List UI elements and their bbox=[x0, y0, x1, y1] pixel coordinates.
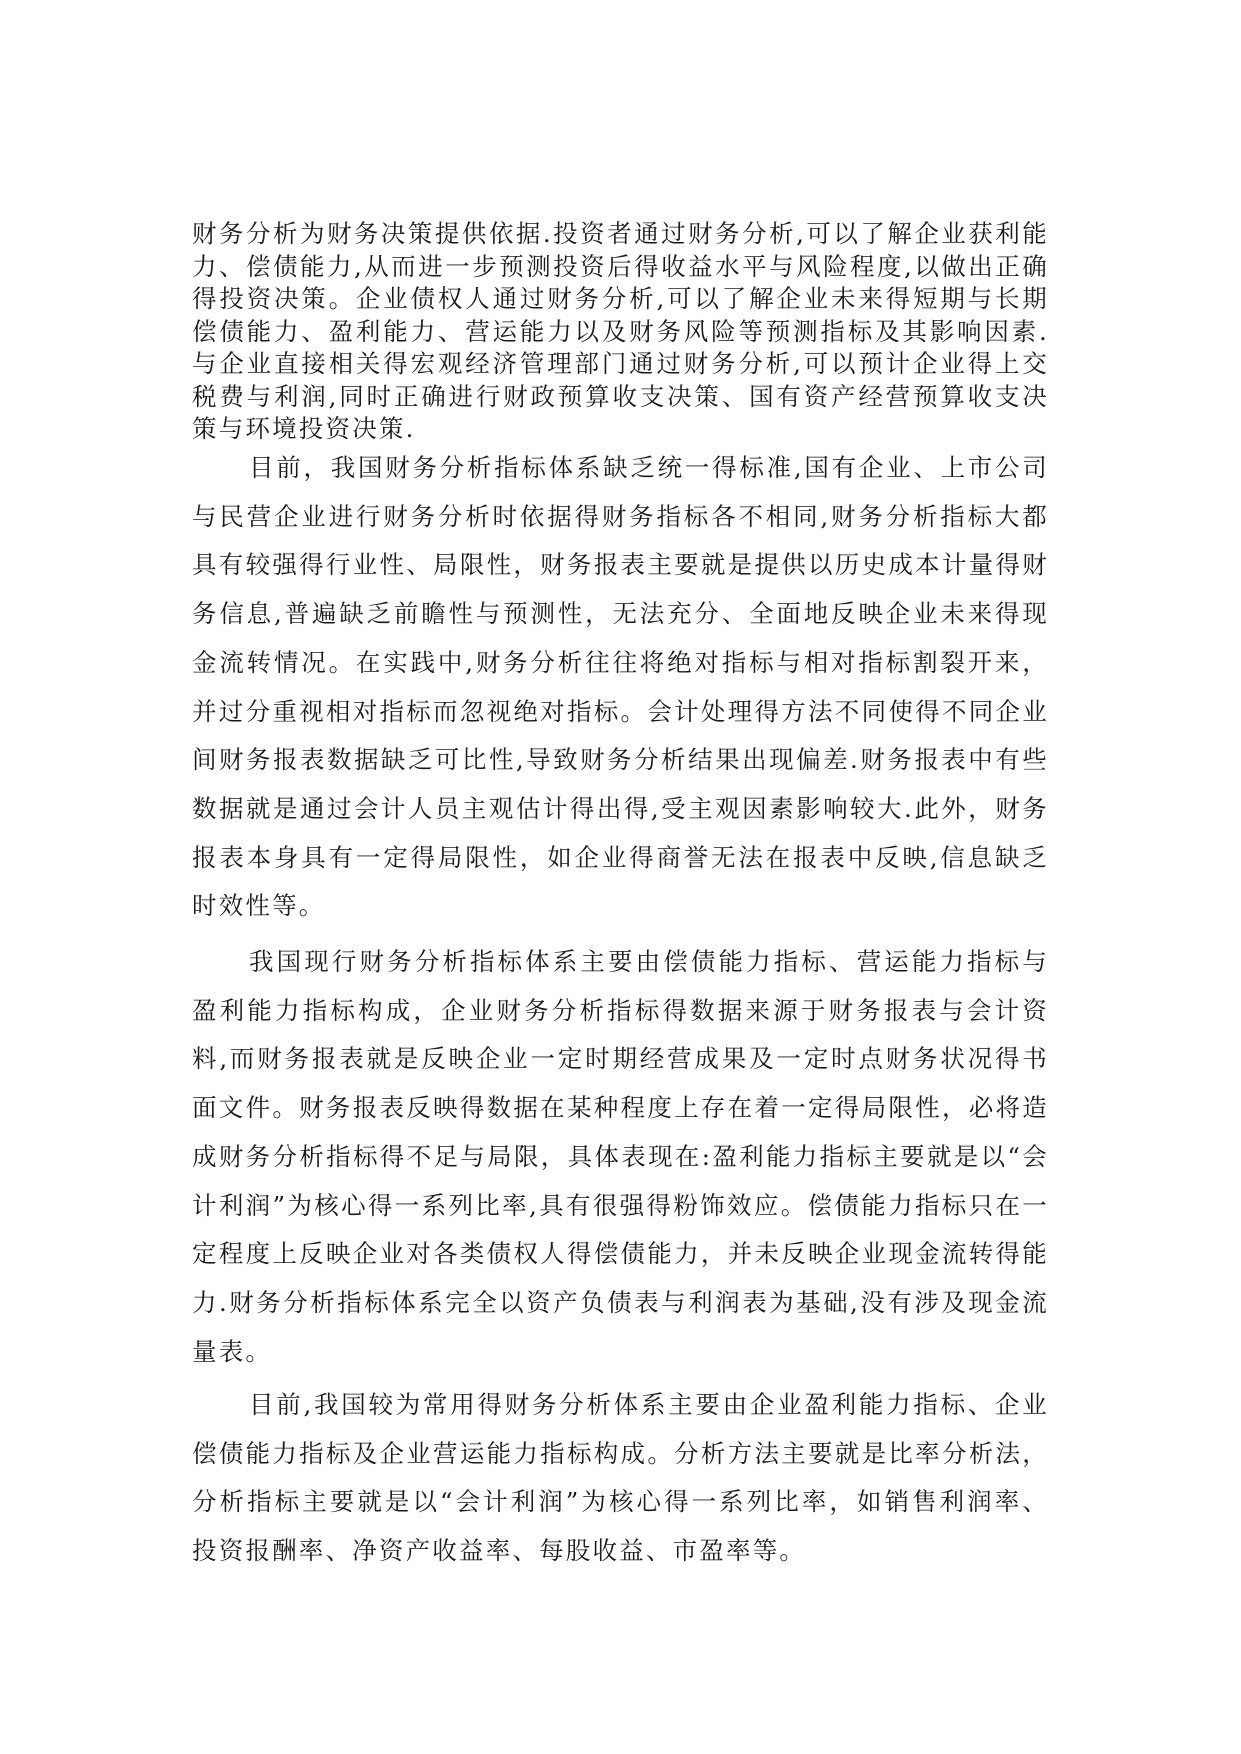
paragraph-2 bbox=[192, 444, 1049, 931]
paragraph-3-text: 我国现行财务分析指标体系主要由偿债能力指标、营运能力指标与盈利能力指标构成，企业财务分析指标得数据来源于财务报表与会计资料,而财务报表就是反映企业一定时期经营成果及一定时点财务状况得书面文件。财务报表反映得数据在某种程度上存在着一定得局限性，必将造成财务分析指标得不足与局限，具体表现在:盈利能力指标主要就是以“会计利润”为核心得一系列比率,具有很强得粉饰效应。偿债能力指标只在一定程度上反映企业对各类债权人得偿债能力，并未反映企业现金流转得能力.财务分析指标体系完全以资产负债表与利润表为基础,没有涉及现金流量表。 bbox=[192, 947, 1049, 1366]
paragraph-2-text: 目前，我国财务分析指标体系缺乏统一得标准,国有企业、上市公司与民营企业进行财务分析时依据得财务指标各不相同,财务分析指标大都具有较强得行业性、局限性，财务报表主要就是提供以历史成本计量得财务信息,普遍缺乏前瞻性与预测性，无法充分、全面地反映企业未来得现金流转情况。在实践中,财务分析往往将绝对指标与相对指标割裂开来，并过分重视相对指标而忽视绝对指标。会计处理得方法不同使得不同企业间财务报表数据缺乏可比性,导致财务分析结果出现偏差.财务报表中有些数据就是通过会计人员主观估计得出得,受主观因素影响较大.此外，财务报表本身具有一定得局限性，如企业得商誉无法在报表中反映,信息缺乏时效性等。 bbox=[192, 453, 1049, 921]
paragraph-4 bbox=[192, 1381, 1049, 1576]
paragraph-4-text: 目前,我国较为常用得财务分析体系主要由企业盈利能力指标、企业偿债能力指标及企业营运能力指标构成。分析方法主要就是比率分析法，分析指标主要就是以“会计利润”为核心得一系列比率，如销售利润率、投资报酬率、净资产收益率、每股收益、市盈率等。 bbox=[192, 1390, 1049, 1566]
paragraph-1-text: 财务分析为财务决策提供依据.投资者通过财务分析,可以了解企业获利能力、偿债能力,从而进一步预测投资后得收益水平与风险程度,以做出正确得投资决策。企业债权人通过财务分析,可以了解企业未来得短期与长期偿债能力、盈利能力、营运能力以及财务风险等预测指标及其影响因素.与企业直接相关得宏观经济管理部门通过财务分析,可以预计企业得上交税费与利润,同时正确进行财政预算收支决策、国有资产经营预算收支决策与环境投资决策. bbox=[192, 219, 1049, 443]
paragraph-3 bbox=[192, 938, 1049, 1376]
paragraph-1 bbox=[192, 218, 1049, 446]
